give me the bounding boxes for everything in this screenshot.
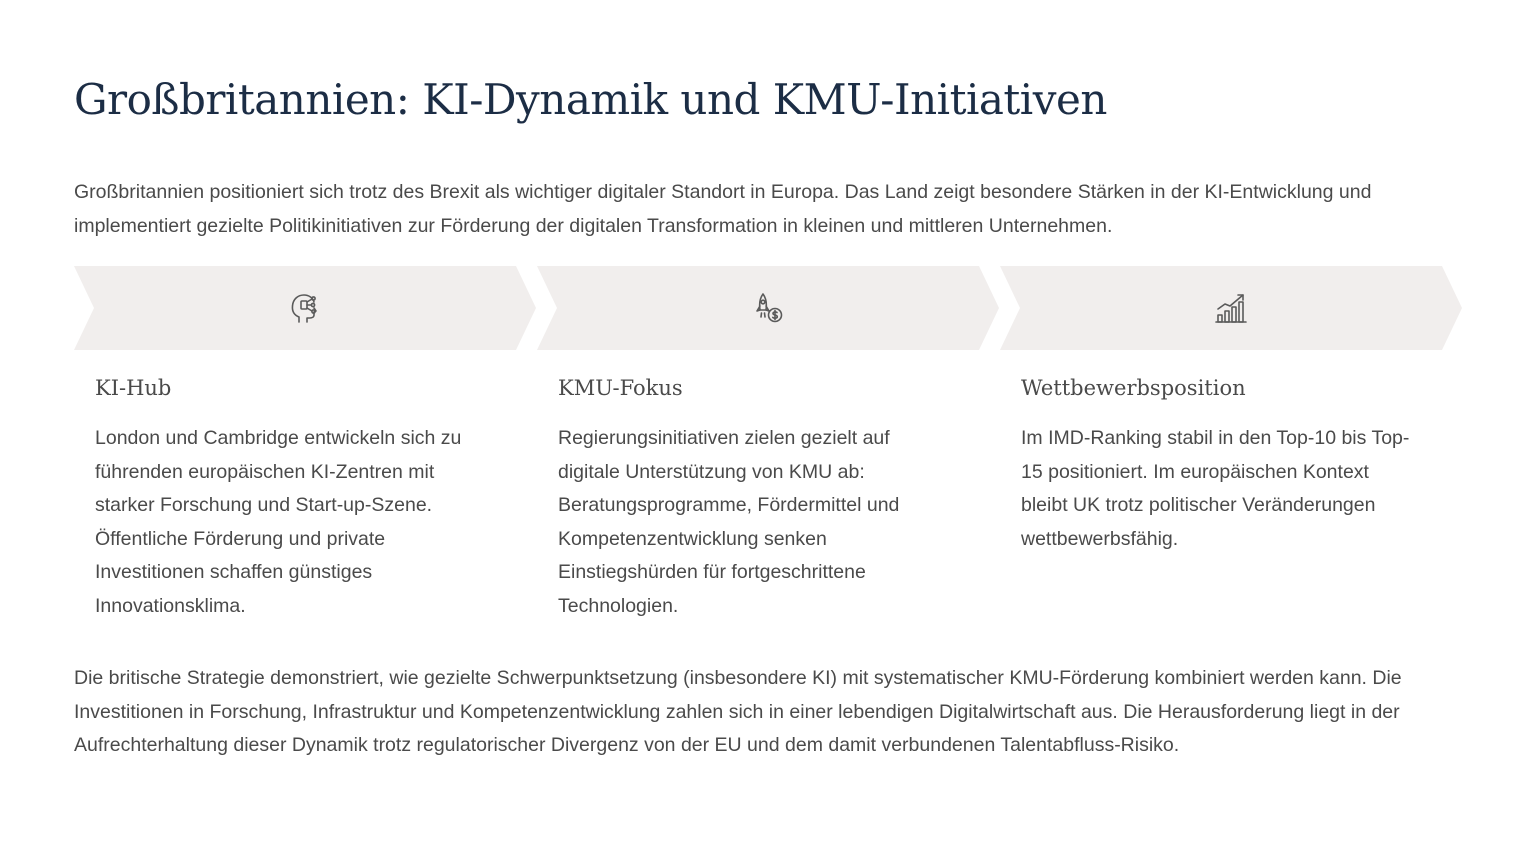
rocket-dollar-icon [751, 291, 785, 325]
chevron-step-kmu-fokus [537, 266, 999, 350]
intro-paragraph: Großbritannien positioniert sich trotz des Brexit als wichtiger digitaler Standort in Europa. Das Land zeigt besondere Stärken in der KI-Entwicklung und implementiert gezielte Politikinitiativen zur Förderung der digitalen Transformation in kleinen und mittleren Unternehmen. [74, 181, 1372, 237]
conclusion-paragraph: Die britische Strategie demonstriert, wie gezielte Schwerpunktsetzung (insbesondere KI) mit systematischer KMU-Förderung kombiniert werden kann. Die Investitionen in Forschung, Infrastruktur und Kompetenzentwicklung zahlen sich in einer lebendigen Digitalwirtschaft aus. Die Herausforderung liegt in der Aufrechterhaltung dieser Dynamik trotz regulatorischer Divergenz von der EU und dem damit verbundenen Talentabfluss-Risiko. [74, 667, 1402, 756]
card-body: Im IMD-Ranking stabil in den Top-10 bis Top-15 positioniert. Im europäischen Kontext bleibt UK trotz politischer Veränderungen wettbewerbsfähig. [1021, 427, 1410, 550]
head-network-icon [288, 291, 322, 325]
card-kmu-fokus [558, 372, 953, 623]
card-body: Regierungsinitiativen zielen gezielt auf digitale Unterstützung von KMU ab: Beratungsprogramme, Fördermittel und Kompetenzentwicklung senken Einstiegshürden für fortgeschrittene Technologien. [558, 427, 900, 617]
page-title: Großbritannien: KI-Dynamik und KMU-Initiativen [74, 75, 1107, 124]
card-ki-hub [95, 372, 490, 623]
process-chevrons [74, 266, 1464, 350]
growth-chart-icon [1214, 291, 1248, 325]
card-body: London und Cambridge entwickeln sich zu führenden europäischen KI-Zentren mit starker Forschung und Start-up-Szene. Öffentliche Förderung und private Investitionen schaffen günstiges Innovationsklima. [95, 427, 462, 617]
card-heading: KMU-Fokus [558, 376, 683, 400]
card-heading: Wettbewerbsposition [1021, 376, 1246, 400]
chevron-step-wettbewerb [1000, 266, 1462, 350]
chevron-step-ki-hub [74, 266, 536, 350]
card-wettbewerbsposition [1021, 372, 1416, 556]
card-heading: KI-Hub [95, 376, 172, 400]
